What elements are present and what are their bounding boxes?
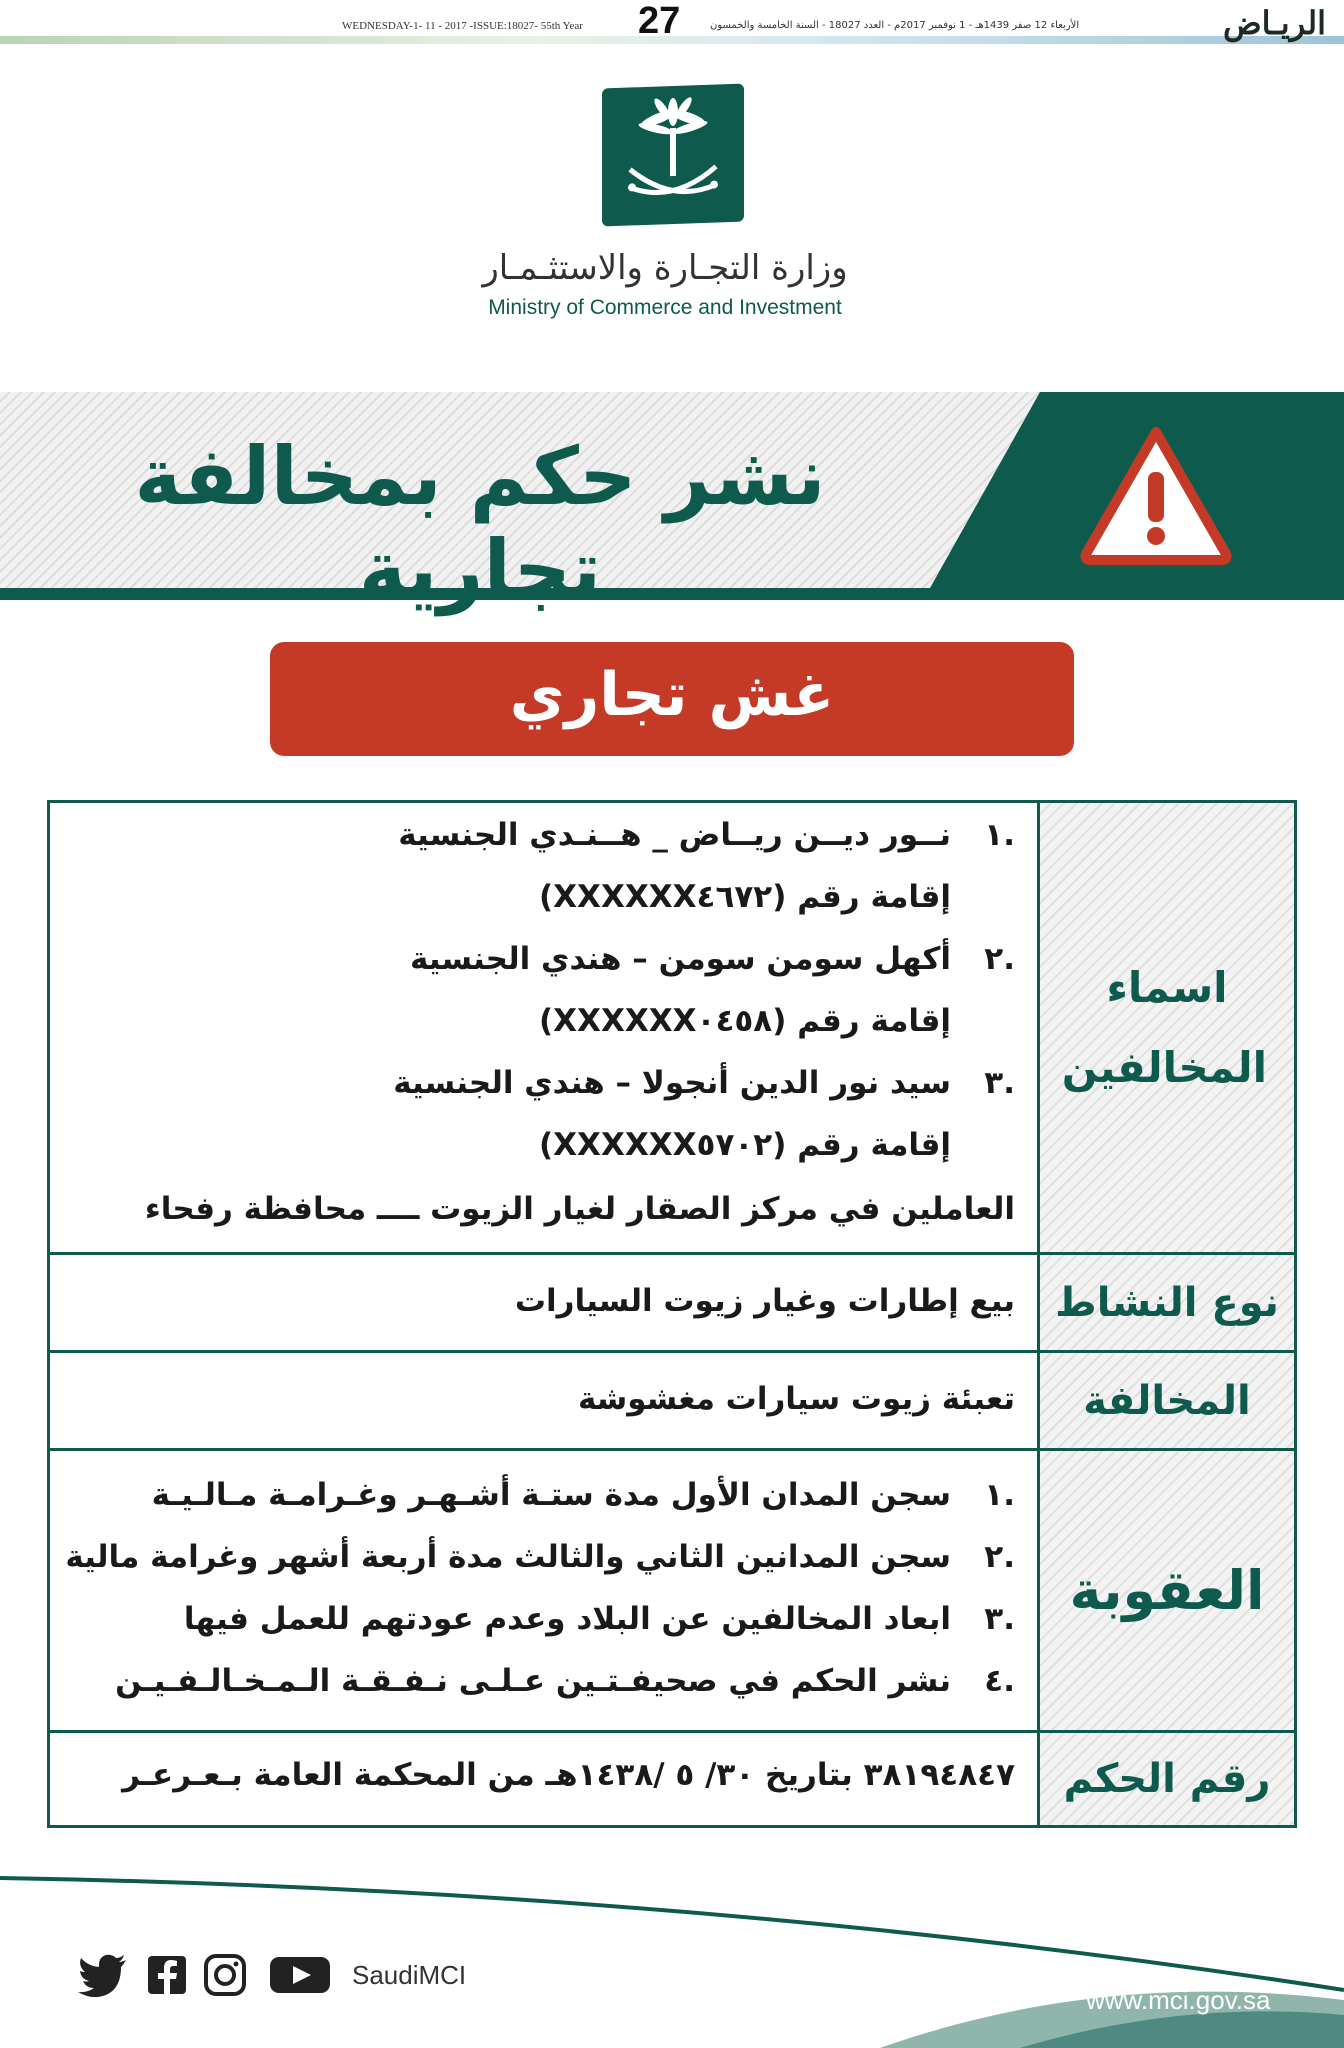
ruling-cell — [50, 1733, 1037, 1825]
violator-name: .٣سيد نور الدين أنجولا – هندي الجنسية — [393, 1065, 1015, 1101]
table-row-violation — [50, 1353, 1294, 1451]
violation-value: تعبئة زيوت سيارات مغشوشة — [577, 1381, 1015, 1417]
page-title: نشر حكم بمخالفة تجارية — [134, 430, 826, 616]
activity-cell — [50, 1255, 1037, 1350]
twitter-icon[interactable] — [78, 1955, 126, 1997]
ministry-emblem — [602, 84, 744, 227]
ruling-value: ٣٨١٩٤٨٤٧ بتاريخ ٣٠/ ٥ /١٤٣٨هـ من المحكمة العامة بـعـرعـر — [122, 1757, 1015, 1793]
category-banner — [270, 642, 1074, 756]
ministry-name-en: Ministry of Commerce and Investment — [488, 296, 842, 319]
palm-swords-icon — [602, 84, 744, 227]
footer-wave — [0, 1850, 1344, 2048]
website-link[interactable]: www.mci.gov.sa — [1086, 1985, 1271, 2015]
violator-iqama: إقامة رقم (XXXXXX٠٤٥٨) — [538, 1003, 951, 1039]
facebook-icon[interactable] — [148, 1956, 186, 1994]
page-number: 27 — [638, 0, 681, 42]
table-row-ruling — [50, 1733, 1294, 1825]
penalty-cell — [50, 1451, 1037, 1730]
table-row-violators — [50, 803, 1294, 1255]
penalty-item: .٤نشر الحكم في صحيفـتـين عـلـى نـفـقـة الـمـخـالـفـيـن — [115, 1663, 1015, 1699]
violators-label: اسماء المخالفين — [1037, 803, 1294, 1252]
ruling-table — [47, 800, 1297, 1828]
violators-cell — [50, 803, 1037, 1252]
category-label: غش تجاري — [509, 660, 835, 730]
social-handle[interactable]: SaudiMCI — [352, 1960, 467, 1990]
penalty-item: .٣ابعاد المخالفين عن البلاد وعدم عودتهم للعمل فيها — [183, 1601, 1015, 1637]
violation-cell — [50, 1353, 1037, 1448]
newspaper-date-en: WEDNESDAY-1- 11 - 2017 -ISSUE:18027- 55th Year — [342, 20, 583, 32]
table-row-penalty — [50, 1451, 1294, 1733]
table-row-activity — [50, 1255, 1294, 1353]
instagram-icon[interactable] — [206, 1956, 244, 1994]
youtube-icon[interactable] — [270, 1957, 330, 1993]
violator-iqama: إقامة رقم (XXXXXX٤٦٧٢) — [538, 879, 951, 915]
ruling-label: رقم الحكم — [1037, 1733, 1294, 1825]
social-icons — [78, 1950, 338, 2004]
activity-value: بيع إطارات وغيار زيوت السيارات — [514, 1283, 1015, 1319]
workplace: العاملين في مركز الصقار لغيار الزيوت ــــ محافظة رفحاء — [144, 1191, 1015, 1227]
newspaper-date-ar: الأربعاء 12 صفر 1439هـ - 1 نوفمبر 2017م - العدد 18027 - السنة الخامسة والخمسون — [710, 20, 1080, 31]
penalty-item: .٢سجن المدانين الثاني والثالث مدة أربعة أشهر وغرامة مالية — [65, 1539, 1015, 1575]
penalty-label: العقوبة — [1037, 1451, 1294, 1730]
warning-icon — [1076, 422, 1236, 566]
violator-iqama: إقامة رقم (XXXXXX٥٧٠٢) — [538, 1127, 951, 1163]
violator-name: .٢أكهل سومن سومن – هندي الجنسية — [409, 941, 1015, 977]
newspaper-logo: الريـاض — [1222, 4, 1326, 42]
newspaper-header — [0, 0, 1344, 46]
activity-label: نوع النشاط — [1037, 1255, 1294, 1350]
ministry-name-ar: وزارة التجـارة والاستثـمـار — [482, 248, 848, 288]
penalty-item: .١سجن المدان الأول مدة ستـة أشـهـر وغـرامـة مـالـيـة — [151, 1477, 1015, 1513]
violator-name: .١نــور ديــن ريــاض _ هــنـدي الجنسية — [398, 817, 1015, 853]
violation-label: المخالفة — [1037, 1353, 1294, 1448]
